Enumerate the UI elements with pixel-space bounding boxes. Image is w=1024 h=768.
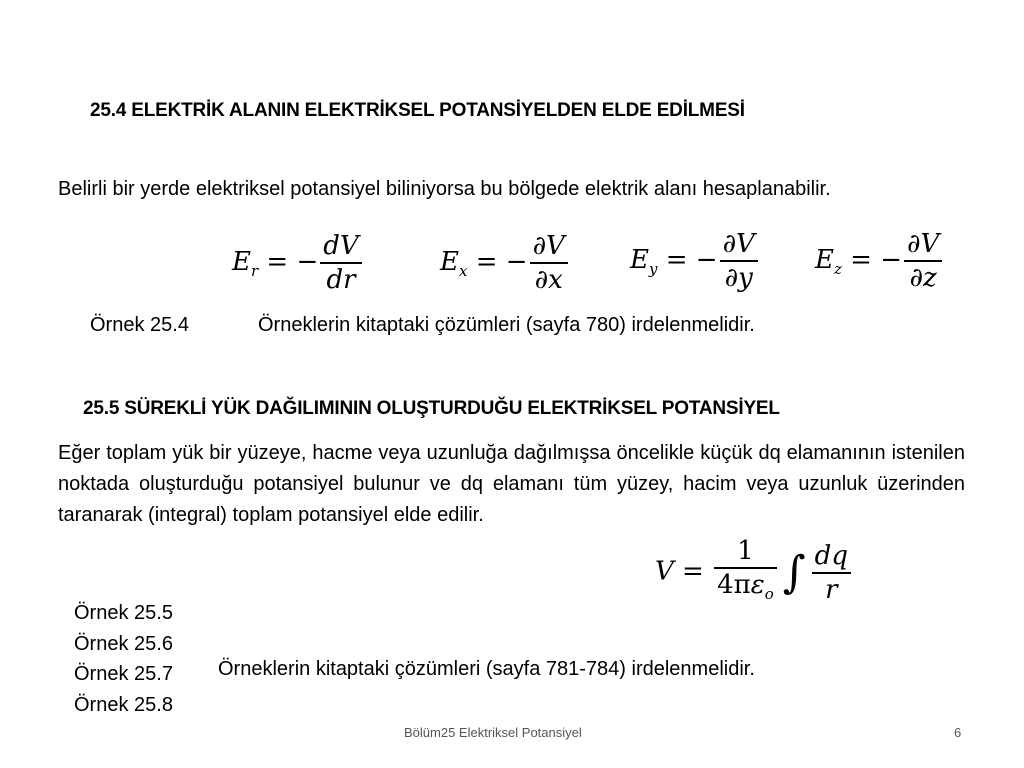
equation-ey: $E_y$ = − $\frac{\partial V}{\partial y}$ — [630, 228, 760, 294]
example-label-25-8: Örnek 25.8 — [74, 694, 173, 716]
example-label-25-6: Örnek 25.6 — [74, 633, 173, 655]
section-heading-25-4: 25.4 ELEKTRİK ALANIN ELEKTRİKSEL POTANSİYELDEN ELDE EDİLMESİ — [90, 100, 745, 121]
section-paragraph-continuous-charge: Eğer toplam yük bir yüzeye, hacme veya uzunluğa dağılmışsa öncelikle küçük dq elamanının istenilen noktada oluşturduğu potansiyel bulunur ve dq elamanı tüm yüzey, hacim veya uzunluk üzerinden taranarak (integral) toplam potansiyel elde edilir. — [58, 442, 965, 526]
example-label-25-7: Örnek 25.7 — [74, 663, 173, 685]
equation-ex: $E_x$ = − $\frac{\partial V}{\partial x}$ — [440, 230, 570, 296]
equation-potential-integral: V = $\frac{1}{4\pi\varepsilon_o}$ ∫ $\frac{dq}{r}$ — [655, 535, 853, 610]
equation-ez: $E_z$ = − $\frac{\partial V}{\partial z}$ — [815, 228, 944, 294]
example-label-25-4: Örnek 25.4 — [90, 314, 189, 336]
equation-er: $E_r$ = − $\frac{dV}{dr}$ — [232, 230, 364, 296]
example-note-25-5-to-25-8: Örneklerin kitaptaki çözümleri (sayfa 781-784) irdelenmelidir. — [218, 658, 755, 680]
example-note-25-4: Örneklerin kitaptaki çözümleri (sayfa 780) irdelenmelidir. — [258, 314, 755, 336]
section-heading-25-5: 25.5 SÜREKLİ YÜK DAĞILIMININ OLUŞTURDUĞU ELEKTRİKSEL POTANSİYEL — [83, 398, 780, 419]
example-label-25-5: Örnek 25.5 — [74, 602, 173, 624]
page-number: 6 — [954, 725, 962, 740]
footer-title: Bölüm25 Elektriksel Potansiyel — [404, 725, 582, 740]
section-paragraph-field-calculation: Belirli bir yerde elektriksel potansiyel biliniyorsa bu bölgede elektrik alanı hesaplanabilir. — [58, 178, 831, 200]
